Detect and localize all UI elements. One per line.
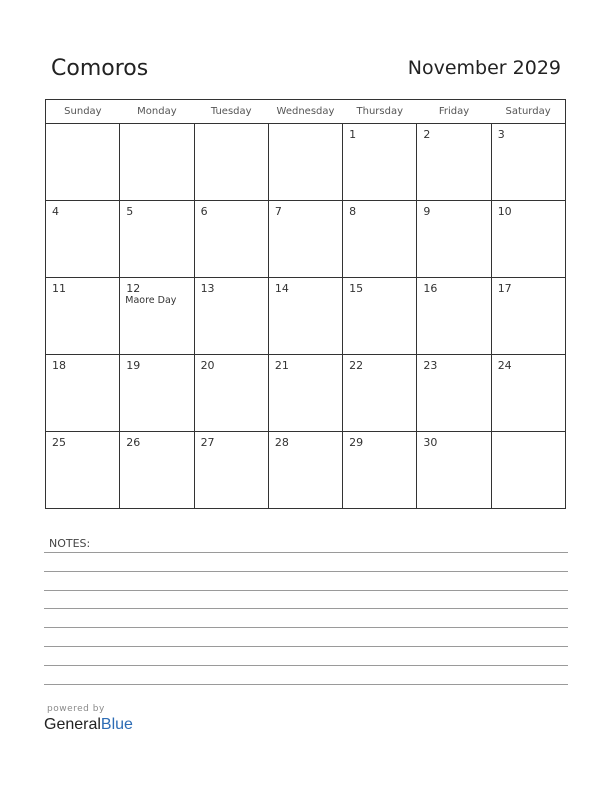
week-row (46, 432, 566, 509)
weekday-header: Thursday (343, 100, 417, 124)
day-cell (120, 355, 194, 432)
day-number: 15 (349, 282, 364, 295)
weekday-header: Friday (417, 100, 491, 124)
notes-line (44, 684, 568, 685)
day-cell (120, 432, 194, 509)
day-number: 1 (349, 128, 357, 141)
week-row (46, 201, 566, 278)
day-number: 9 (423, 205, 431, 218)
brand-name-general: General (44, 716, 101, 733)
day-number: 11 (52, 282, 66, 295)
day-number: 7 (274, 205, 282, 218)
day-number: 12 (126, 282, 141, 295)
weekday-header-row (46, 100, 566, 124)
weekday-header: Tuesday (194, 100, 268, 124)
notes-line (44, 646, 568, 647)
weekday-header: Wednesday (268, 100, 342, 124)
day-number: 22 (349, 359, 364, 372)
day-cell (491, 124, 565, 201)
day-cell (46, 432, 120, 509)
day-cell (268, 278, 342, 355)
day-number: 4 (52, 205, 59, 218)
day-number: 20 (200, 359, 215, 372)
day-cell (120, 201, 194, 278)
weekday-header: Sunday (46, 100, 120, 124)
day-number: 30 (423, 436, 438, 449)
calendar-grid (45, 99, 566, 509)
day-cell (194, 124, 268, 201)
day-number: 27 (200, 436, 215, 449)
day-cell (194, 432, 268, 509)
notes-line (44, 571, 568, 572)
day-cell (268, 124, 342, 201)
day-cell (46, 278, 120, 355)
day-number: 28 (274, 436, 289, 449)
day-number: 8 (349, 205, 357, 218)
day-number: 16 (423, 282, 438, 295)
month-year-title: November 2029 (407, 57, 561, 79)
day-number: 18 (52, 359, 66, 372)
day-number: 2 (423, 128, 431, 141)
notes-label: NOTES: (49, 537, 91, 550)
day-cell (417, 124, 491, 201)
day-number: 17 (497, 282, 512, 295)
weekday-header: Saturday (491, 100, 565, 124)
day-cell (343, 355, 417, 432)
day-number: 14 (274, 282, 289, 295)
day-cell (417, 355, 491, 432)
day-number: 10 (497, 205, 512, 218)
day-number: 23 (423, 359, 438, 372)
notes-line (44, 590, 568, 591)
day-number: 26 (126, 436, 141, 449)
day-cell (46, 201, 120, 278)
day-cell (417, 278, 491, 355)
notes-line (44, 608, 568, 609)
day-number: 21 (274, 359, 289, 372)
week-row (46, 278, 566, 355)
day-cell (46, 355, 120, 432)
week-row (46, 355, 566, 432)
weekday-header: Monday (120, 100, 194, 124)
day-cell (120, 124, 194, 201)
day-cell (343, 124, 417, 201)
day-cell (120, 278, 194, 355)
week-row (46, 124, 566, 201)
day-number: 29 (349, 436, 364, 449)
day-cell (491, 278, 565, 355)
notes-line (44, 627, 568, 628)
day-cell (417, 432, 491, 509)
day-cell (491, 432, 565, 509)
day-cell (417, 201, 491, 278)
notes-line (44, 665, 568, 666)
day-number: 25 (52, 436, 66, 449)
day-cell (491, 355, 565, 432)
day-number: 24 (497, 359, 512, 372)
day-number: 13 (200, 282, 215, 295)
day-cell (194, 278, 268, 355)
day-cell (194, 355, 268, 432)
day-cell (194, 201, 268, 278)
notes-line (44, 552, 568, 553)
brand-name-blue: Blue (100, 716, 133, 733)
day-number: 5 (126, 205, 134, 218)
day-cell (268, 355, 342, 432)
day-number: 3 (497, 128, 505, 141)
day-cell (268, 201, 342, 278)
country-title: Comoros (51, 56, 149, 81)
day-cell (46, 124, 120, 201)
day-cell (268, 432, 342, 509)
day-cell (343, 278, 417, 355)
holiday-label: Maore Day (125, 295, 177, 306)
powered-by-text: powered by (47, 704, 105, 714)
day-number: 19 (126, 359, 141, 372)
day-cell (343, 201, 417, 278)
day-cell (491, 201, 565, 278)
day-number: 6 (200, 205, 208, 218)
brand-logo (44, 716, 133, 734)
day-cell (343, 432, 417, 509)
